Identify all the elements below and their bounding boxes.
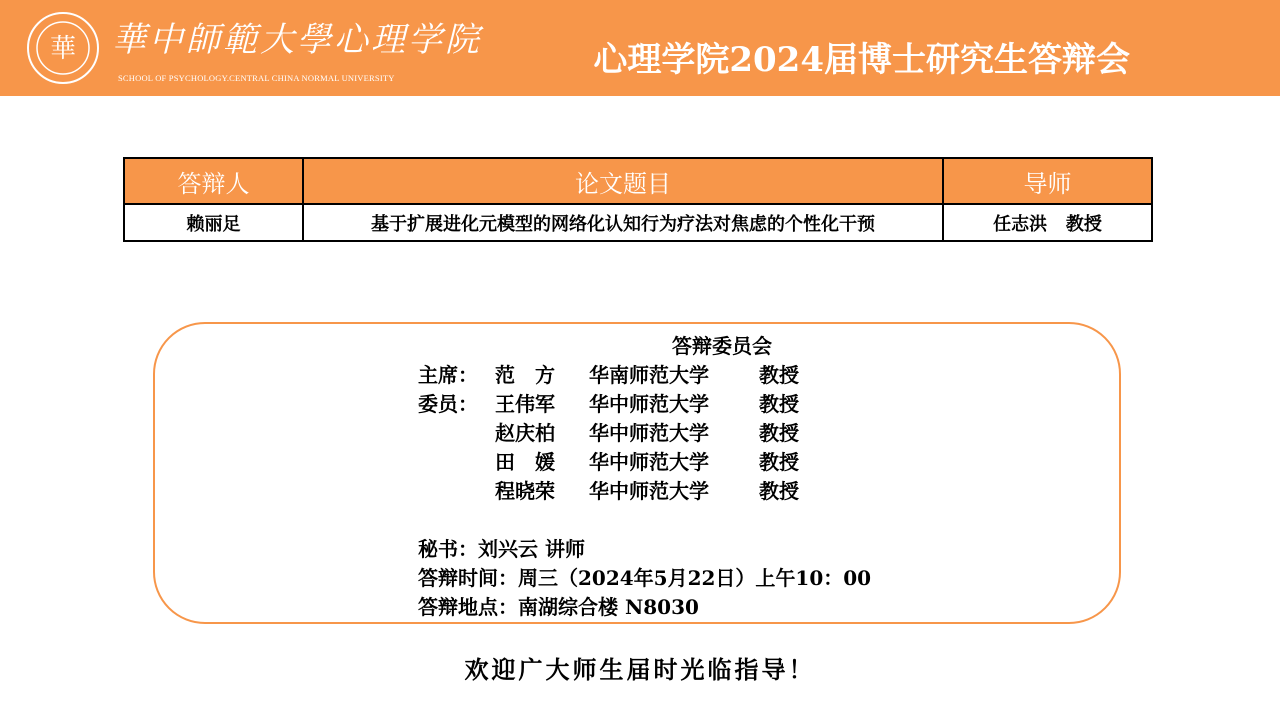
event-title: 心理学院2024届博士研究生答辩会 (593, 40, 1130, 80)
chair-label: 主席： (418, 363, 478, 387)
defense-table (123, 157, 1153, 242)
member-name: 赵庆柏 (495, 421, 555, 445)
member-name: 王伟军 (495, 392, 555, 416)
member-school: 华中师范大学 (589, 450, 709, 474)
table-row (124, 204, 1152, 241)
thesis-title: 基于扩展进化元模型的网络化认知行为疗法对焦虑的个性化干预 (303, 204, 943, 241)
member-title: 教授 (759, 450, 799, 474)
candidate-name: 赖丽足 (124, 204, 303, 241)
member-title: 教授 (759, 421, 799, 445)
header-banner (0, 0, 1280, 96)
committee-heading: 答辩委员会 (672, 334, 772, 358)
seal-glyph: 華 (49, 34, 77, 64)
secretary-line: 秘书：刘兴云 讲师 (418, 537, 585, 561)
committee-member (418, 475, 799, 504)
member-name: 田 媛 (495, 450, 555, 474)
member-name: 程晓荣 (495, 479, 555, 503)
university-subtitle: SCHOOL OF PSYCHOLOGY.CENTRAL CHINA NORMAL UNIVERSITY (118, 73, 395, 83)
university-name: 華中師範大學心理学院 (112, 20, 482, 60)
member-school: 华中师范大学 (589, 421, 709, 445)
advisor-name: 任志洪 教授 (943, 204, 1152, 241)
header-thesis: 论文题目 (303, 158, 943, 204)
welcome-message: 欢迎广大师生届时光临指导！ (464, 655, 816, 684)
committee-member (418, 446, 799, 475)
defense-time: 答辩时间：周三（2024年5月22日）上午10：00 (418, 566, 872, 590)
chair-name: 范 方 (495, 363, 555, 387)
chair-school: 华南师范大学 (589, 363, 709, 387)
member-school: 华中师范大学 (589, 392, 709, 416)
member-title: 教授 (759, 392, 799, 416)
committee-chair (418, 359, 799, 388)
header-advisor: 导师 (943, 158, 1152, 204)
header-candidate: 答辩人 (124, 158, 303, 204)
university-seal-icon (26, 11, 100, 85)
member-title: 教授 (759, 479, 799, 503)
chair-title: 教授 (759, 363, 799, 387)
committee-member (418, 417, 799, 446)
member-school: 华中师范大学 (589, 479, 709, 503)
table-header-row (124, 158, 1152, 204)
defense-location: 答辩地点：南湖综合楼 N8030 (418, 595, 699, 619)
committee-member (418, 388, 799, 417)
member-label: 委员： (418, 392, 478, 416)
